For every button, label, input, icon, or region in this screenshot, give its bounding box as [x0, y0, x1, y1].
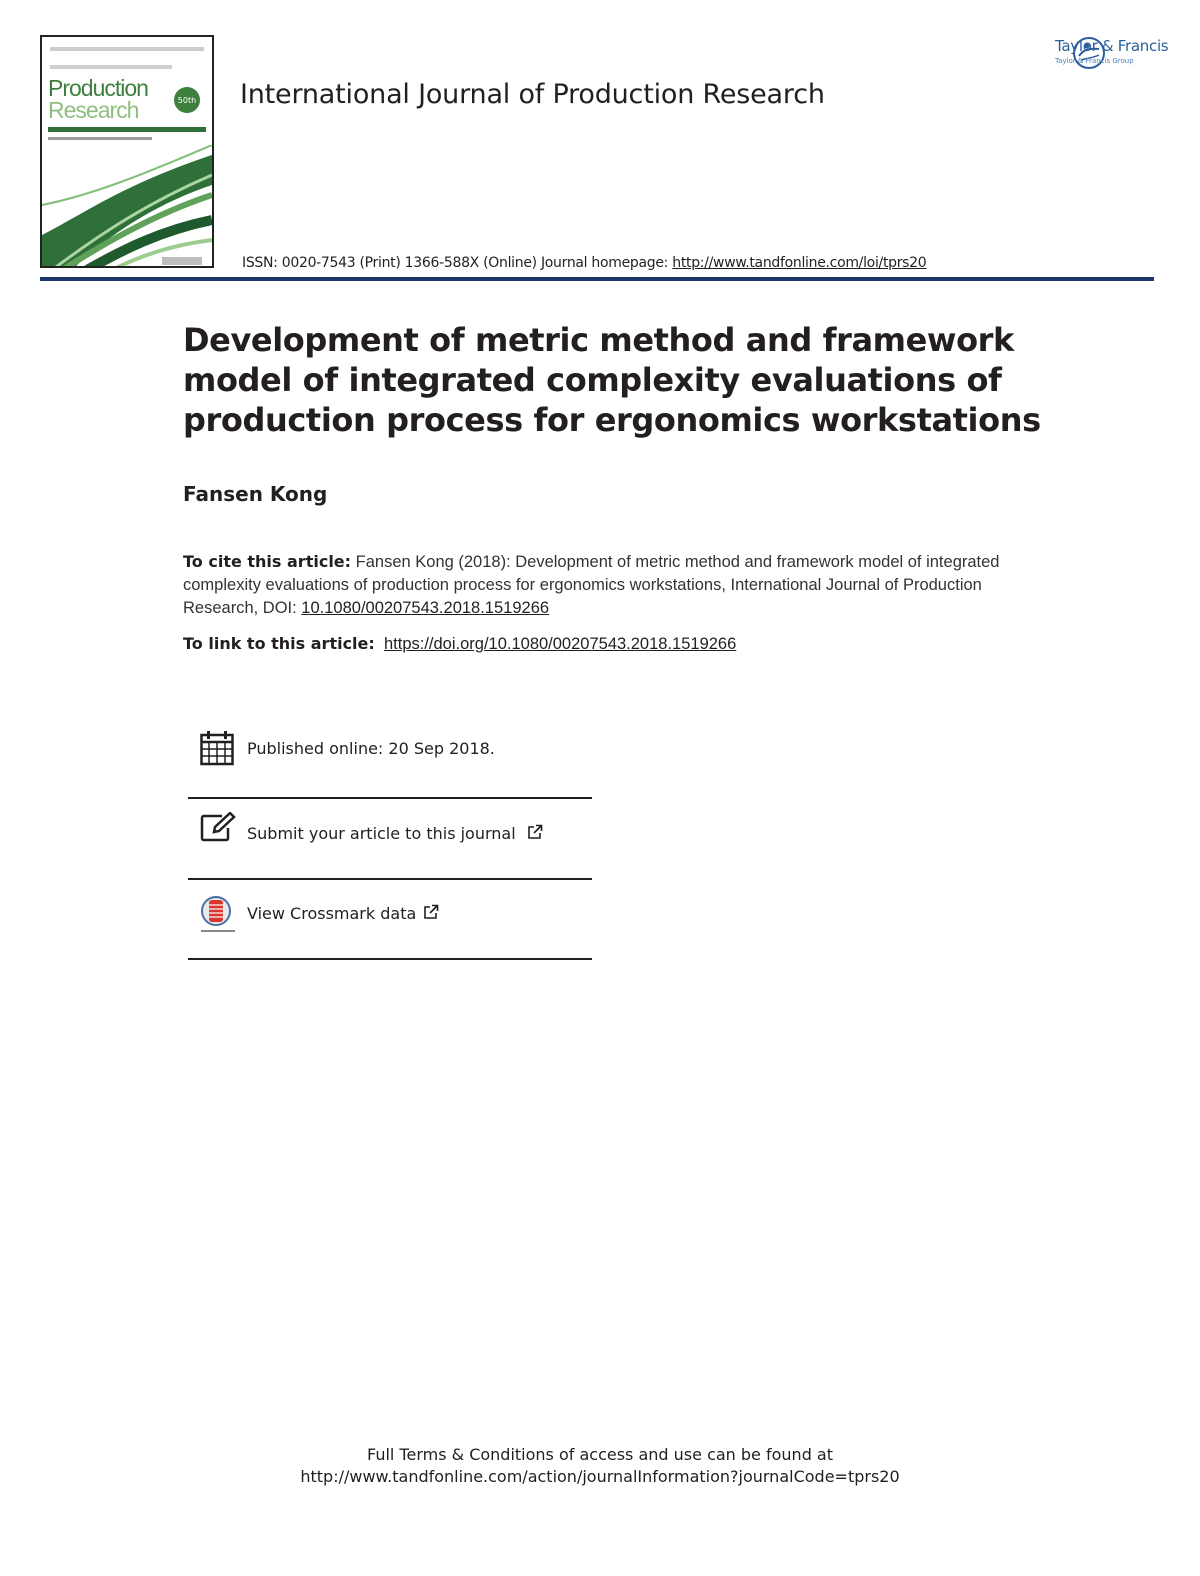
external-link-icon [423, 904, 439, 920]
cover-decoration [48, 127, 206, 132]
cover-decoration [50, 65, 172, 69]
publisher-name: Taylor & Francis [1055, 37, 1169, 55]
header-divider [40, 277, 1154, 281]
crossmark-link[interactable] [247, 904, 439, 923]
citation-label: To cite this article: [183, 552, 352, 571]
journal-cover-image [40, 35, 214, 268]
cover-decoration [48, 137, 152, 140]
citation-block [183, 550, 1013, 620]
publisher-tagline: Taylor & Francis Group [1055, 57, 1134, 65]
submit-article-text: Submit your article to this journal [247, 824, 516, 843]
info-divider [188, 878, 592, 880]
published-online-row [188, 722, 592, 802]
crossmark-text: View Crossmark data [247, 904, 417, 923]
cover-graphic [42, 145, 212, 268]
submit-article-link[interactable] [247, 824, 543, 843]
article-link-line [183, 634, 736, 654]
external-link-icon [527, 824, 543, 840]
crossmark-row[interactable] [188, 881, 592, 961]
info-divider [188, 958, 592, 960]
footer-terms-text: Full Terms & Conditions of access and use can be found at [366, 1445, 834, 1464]
cover-anniversary-badge: 50th [174, 87, 200, 113]
footer [0, 1444, 1200, 1488]
article-doi-url-link[interactable]: https://doi.org/10.1080/00207543.2018.1519266 [383, 635, 737, 653]
article-title: Development of metric method and framework model of integrated complexity evaluations of production process for ergonomics workstations [183, 321, 1041, 439]
issn-text: ISSN: 0020-7543 (Print) 1366-588X (Online) Journal homepage: [242, 255, 673, 271]
doi-link[interactable]: 10.1080/00207543.2018.1519266 [301, 599, 550, 617]
article-link-label: To link to this article: [183, 634, 375, 653]
submit-article-row[interactable] [188, 800, 592, 880]
journal-title: International Journal of Production Research [240, 79, 825, 110]
citation-text: Fansen Kong (2018): Development of metric method and framework model of integrated complexity evaluations of production process for ergonomics workstations, International Journal of Production Research, DOI: [183, 553, 1000, 617]
published-online-text: Published online: 20 Sep 2018. [247, 739, 495, 758]
crossmark-icon [200, 895, 236, 935]
issn-line [242, 255, 926, 271]
footer-terms-url[interactable]: http://www.tandfonline.com/action/journalInformation?journalCode=tprs20 [300, 1467, 900, 1486]
cover-decoration [50, 47, 204, 51]
info-divider [188, 797, 592, 799]
journal-homepage-link[interactable]: http://www.tandfonline.com/loi/tprs20 [672, 255, 927, 271]
article-author: Fansen Kong [183, 482, 328, 506]
edit-icon [200, 812, 236, 842]
cover-title-line2: Research [48, 97, 139, 123]
cover-title-line1: Production [48, 75, 148, 101]
calendar-icon [200, 730, 234, 766]
